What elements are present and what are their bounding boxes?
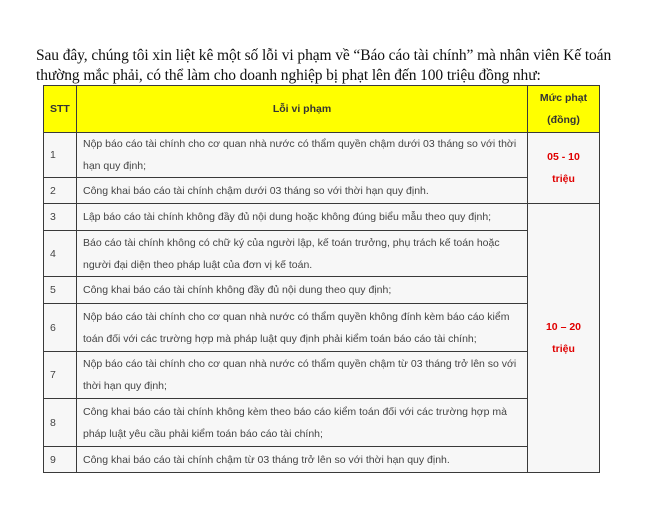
violations-table	[43, 85, 600, 473]
header-fine-line2: (đồng)	[547, 114, 580, 126]
row-stt: 5	[44, 277, 77, 304]
fine-group-1	[528, 133, 600, 204]
header-fine-line1: Mức phạt	[539, 92, 588, 104]
row-stt: 6	[44, 304, 77, 352]
row-stt: 4	[44, 231, 77, 277]
fine-unit: triệu	[552, 173, 575, 185]
row-stt: 8	[44, 399, 77, 447]
fine-amount: 05 - 10	[547, 151, 580, 163]
row-stt: 7	[44, 352, 77, 399]
fine-group-2	[528, 204, 600, 473]
fine-amount: 10 – 20	[545, 321, 582, 333]
row-fault: Công khai báo cáo tài chính chậm từ 03 tháng trở lên so với thời hạn quy định.	[77, 447, 528, 473]
header-fine	[528, 86, 600, 133]
row-stt: 1	[44, 133, 77, 178]
row-fault: Nộp báo cáo tài chính cho cơ quan nhà nước có thẩm quyền chậm từ 03 tháng trở lên so với thời hạn quy định;	[77, 352, 528, 399]
fine-unit: triệu	[552, 343, 575, 355]
table-header-row	[44, 86, 600, 133]
row-fault: Công khai báo cáo tài chính chậm dưới 03 tháng so với thời hạn quy định.	[77, 178, 528, 204]
row-fault: Nộp báo cáo tài chính cho cơ quan nhà nước có thẩm quyền không đính kèm báo cáo kiểm toán đối với các trường hợp mà pháp luật quy định phải kiểm toán báo cáo tài chính;	[77, 304, 528, 352]
table-row	[44, 231, 600, 277]
row-fault: Công khai báo cáo tài chính không kèm theo báo cáo kiểm toán đối với các trường hợp mà pháp luật yêu cầu phải kiểm toán báo cáo tài chính;	[77, 399, 528, 447]
header-stt: STT	[44, 86, 77, 133]
row-fault: Công khai báo cáo tài chính không đầy đủ nội dung theo quy định;	[77, 277, 528, 304]
row-stt: 2	[44, 178, 77, 204]
table-row	[44, 133, 600, 178]
intro-paragraph: Sau đây, chúng tôi xin liệt kê một số lỗi vi phạm về “Báo cáo tài chính” mà nhân viên Kế toán thường mắc phải, có thể làm cho doanh nghiệp bị phạt lên đến 100 triệu đồng như:	[36, 46, 612, 84]
row-fault: Báo cáo tài chính không có chữ ký của người lập, kế toán trưởng, phụ trách kế toán hoặc người đại diện theo pháp luật của đơn vị kế toán.	[77, 231, 528, 277]
table-row	[44, 399, 600, 447]
header-fault: Lỗi vi phạm	[77, 86, 528, 133]
row-stt: 3	[44, 204, 77, 231]
table-row	[44, 447, 600, 473]
row-stt: 9	[44, 447, 77, 473]
table-row	[44, 352, 600, 399]
table-row	[44, 204, 600, 231]
table-row	[44, 178, 600, 204]
table-row	[44, 304, 600, 352]
row-fault: Nộp báo cáo tài chính cho cơ quan nhà nước có thẩm quyền chậm dưới 03 tháng so với thời hạn quy định;	[77, 133, 528, 178]
row-fault: Lập báo cáo tài chính không đầy đủ nội dung hoặc không đúng biểu mẫu theo quy định;	[77, 204, 528, 231]
table-row	[44, 277, 600, 304]
